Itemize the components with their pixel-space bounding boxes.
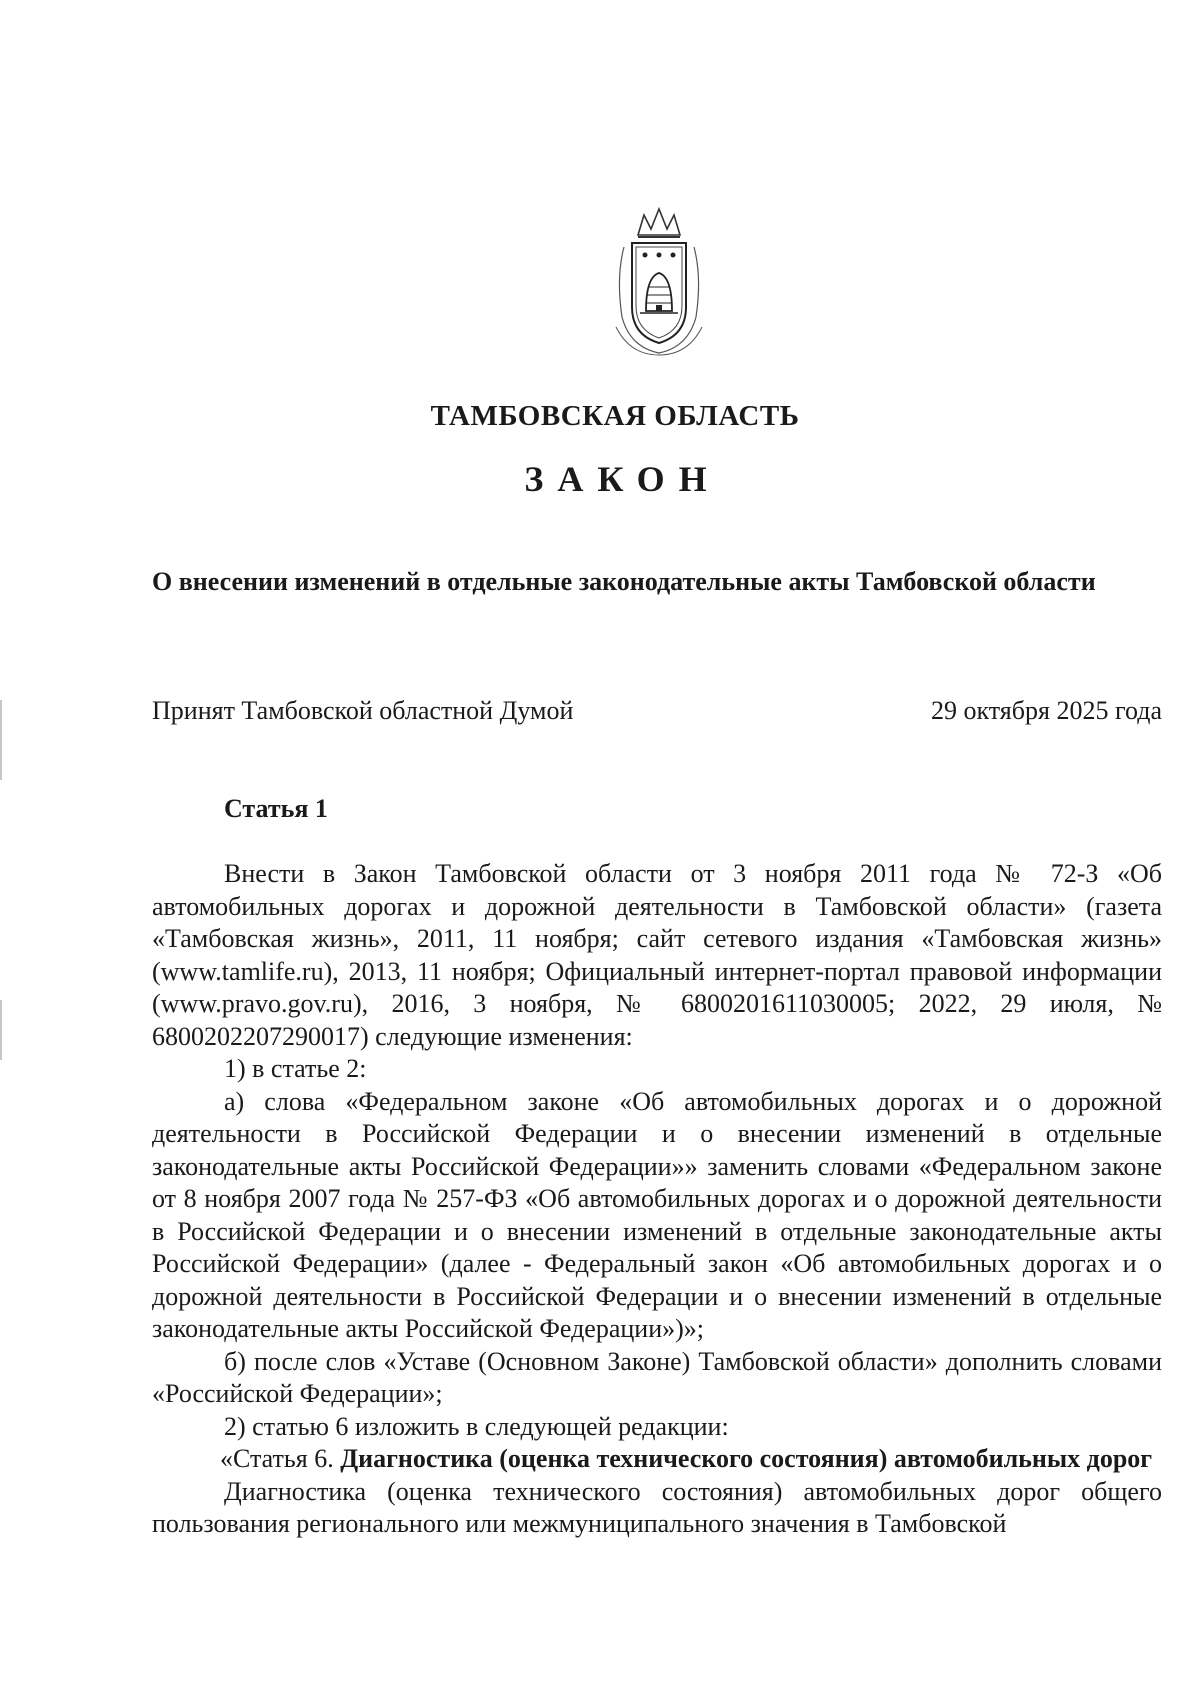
region-name: ТАМБОВСКАЯ ОБЛАСТЬ [430,400,800,432]
adopted-by: Принят Тамбовской областной Думой [152,696,574,725]
article-body [152,858,1162,1541]
paragraph: Диагностика (оценка технического состояния) автомобильных дорог общего пользования регионального или межмуниципального значения в Тамбовской [152,1476,1162,1538]
coat-of-arms-icon [610,207,708,357]
adoption-row [152,696,1162,726]
paragraph: а) слова «Федеральном законе «Об автомобильных дорогах и о дорожной деятельности в Российской Федерации и о внесении изменений в отдельные законодательные акты Российской Федерации»» заменить словами «Федеральном законе от 8 ноября 2007 года № 257-ФЗ «Об автомобильных дорогах и о дорожной деятельности в Российской Федерации и о внесении изменений в отдельные законодательные акты Российской Федерации» (далее - Федеральный закон «Об автомобильных дорогах и о дорожной деятельности в Российской Федерации и о внесении изменений в отдельные законодательные акты Российской Федерации»)»; [152,1086,1162,1343]
scan-margin-mark [0,1000,2,1060]
law-title: О внесении изменений в отдельные законодательные акты Тамбовской области [152,567,1096,596]
quoted-article-title: Диагностика (оценка технического состояния) автомобильных дорог [340,1444,1153,1473]
article-heading: Статья 1 [224,794,328,823]
paragraph: 1) в статье 2: [224,1054,367,1083]
quoted-article-heading [152,1443,1162,1476]
quoted-article-prefix: «Статья 6. [220,1444,334,1473]
paragraph: Внести в Закон Тамбовской области от 3 ноября 2011 года № 72-З «Об автомобильных дорогах и дорожной деятельности в Тамбовской области» (газета «Тамбовская жизнь», 2011, 11 ноября; сайт сетевого издания «Тамбовская жизнь» (www.tamlife.ru), 2013, 11 ноября; Официальный интернет-портал правовой информации (www.pravo.gov.ru), 2016, 3 ноября, № 6800201611030005; 2022, 29 июля, № 6800202207290017) следующие изменения: [152,859,1162,1051]
scan-margin-mark [0,700,2,780]
document-type: ЗАКОН [524,459,721,499]
adoption-date: 29 октября 2025 года [931,696,1162,725]
paragraph: б) после слов «Уставе (Основном Законе) Тамбовской области» дополнить словами «Российской Федерации»; [152,1346,1162,1408]
paragraph: 2) статью 6 изложить в следующей редакции: [224,1411,729,1441]
